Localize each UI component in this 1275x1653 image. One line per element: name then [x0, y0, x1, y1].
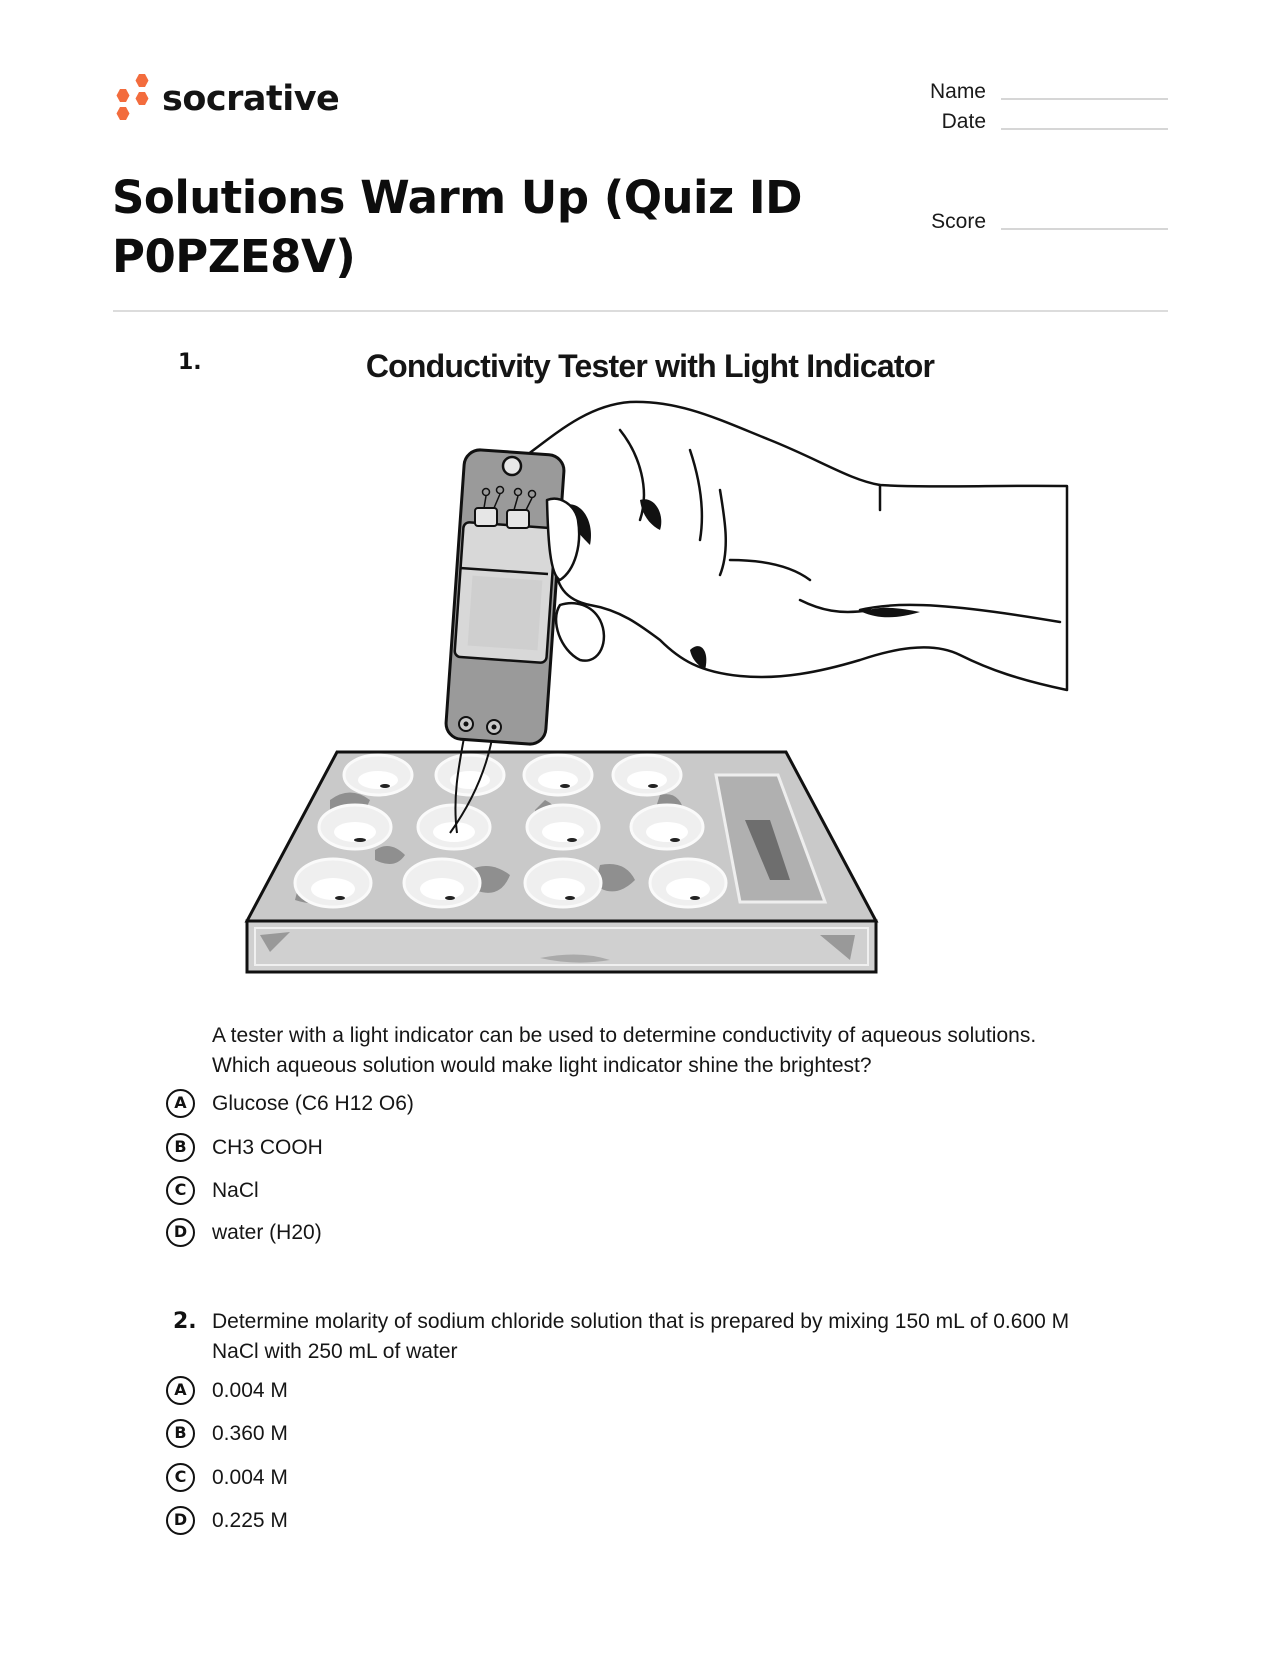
date-field[interactable] [1001, 128, 1168, 130]
option-a-text: Glucose (C6 H12 O6) [212, 1091, 414, 1115]
option-d-text: 0.225 M [212, 1508, 288, 1532]
option-a-text: 0.004 M [212, 1378, 288, 1402]
brand-name: socrative [162, 78, 340, 119]
question-1-line-1: A tester with a light indicator can be used to determine conductivity of aqueous solutions. [212, 1024, 1037, 1047]
hand-icon [527, 402, 1067, 690]
option-d-radio[interactable]: D [166, 1218, 195, 1247]
name-field[interactable] [1001, 98, 1168, 100]
date-label: Date [941, 110, 986, 133]
question-1-option-a[interactable] [166, 1087, 414, 1119]
well-plate-icon [247, 752, 876, 972]
question-1-text [212, 1021, 1132, 1080]
name-label: Name [929, 80, 986, 103]
question-1-number: 1. [178, 350, 202, 375]
option-d-radio[interactable]: D [166, 1506, 195, 1535]
option-c-radio[interactable]: C [166, 1463, 195, 1492]
page-title: Solutions Warm Up (Quiz ID P0PZE8V) [112, 171, 802, 283]
question-2-option-b[interactable] [166, 1417, 288, 1449]
header-divider [113, 310, 1168, 312]
hexagon-cluster-logo-icon [110, 70, 160, 126]
question-2-text [212, 1307, 1172, 1366]
question-2-line-1: Determine molarity of sodium chloride solution that is prepared by mixing 150 mL of 0.600 M [212, 1310, 1070, 1333]
option-c-text: NaCl [212, 1178, 259, 1202]
option-b-radio[interactable]: B [166, 1419, 195, 1448]
score-field[interactable] [1001, 228, 1168, 230]
option-b-radio[interactable]: B [166, 1133, 195, 1162]
option-a-radio[interactable]: A [166, 1376, 195, 1405]
option-c-radio[interactable]: C [166, 1176, 195, 1205]
question-2-option-d[interactable] [166, 1504, 288, 1536]
question-1-line-2: Which aqueous solution would make light indicator shine the brightest? [212, 1053, 872, 1077]
question-1-option-d[interactable] [166, 1216, 322, 1248]
figure-title: Conductivity Tester with Light Indicator [365, 348, 935, 384]
option-a-radio[interactable]: A [166, 1089, 195, 1118]
question-1-option-c[interactable] [166, 1174, 259, 1206]
conductivity-tester-illustration [230, 395, 1080, 985]
score-label: Score [931, 210, 986, 233]
option-b-text: CH3 COOH [212, 1135, 323, 1159]
option-b-text: 0.360 M [212, 1421, 288, 1445]
socrative-logo [110, 70, 339, 126]
question-2-number: 2. [173, 1309, 197, 1334]
option-c-text: 0.004 M [212, 1465, 288, 1489]
option-d-text: water (H20) [212, 1220, 322, 1244]
question-2-line-2: NaCl with 250 mL of water [212, 1339, 458, 1363]
question-2-option-c[interactable] [166, 1461, 288, 1493]
question-2-option-a[interactable] [166, 1374, 288, 1406]
conductivity-tester-icon [445, 449, 565, 745]
question-1-option-b[interactable] [166, 1131, 323, 1163]
